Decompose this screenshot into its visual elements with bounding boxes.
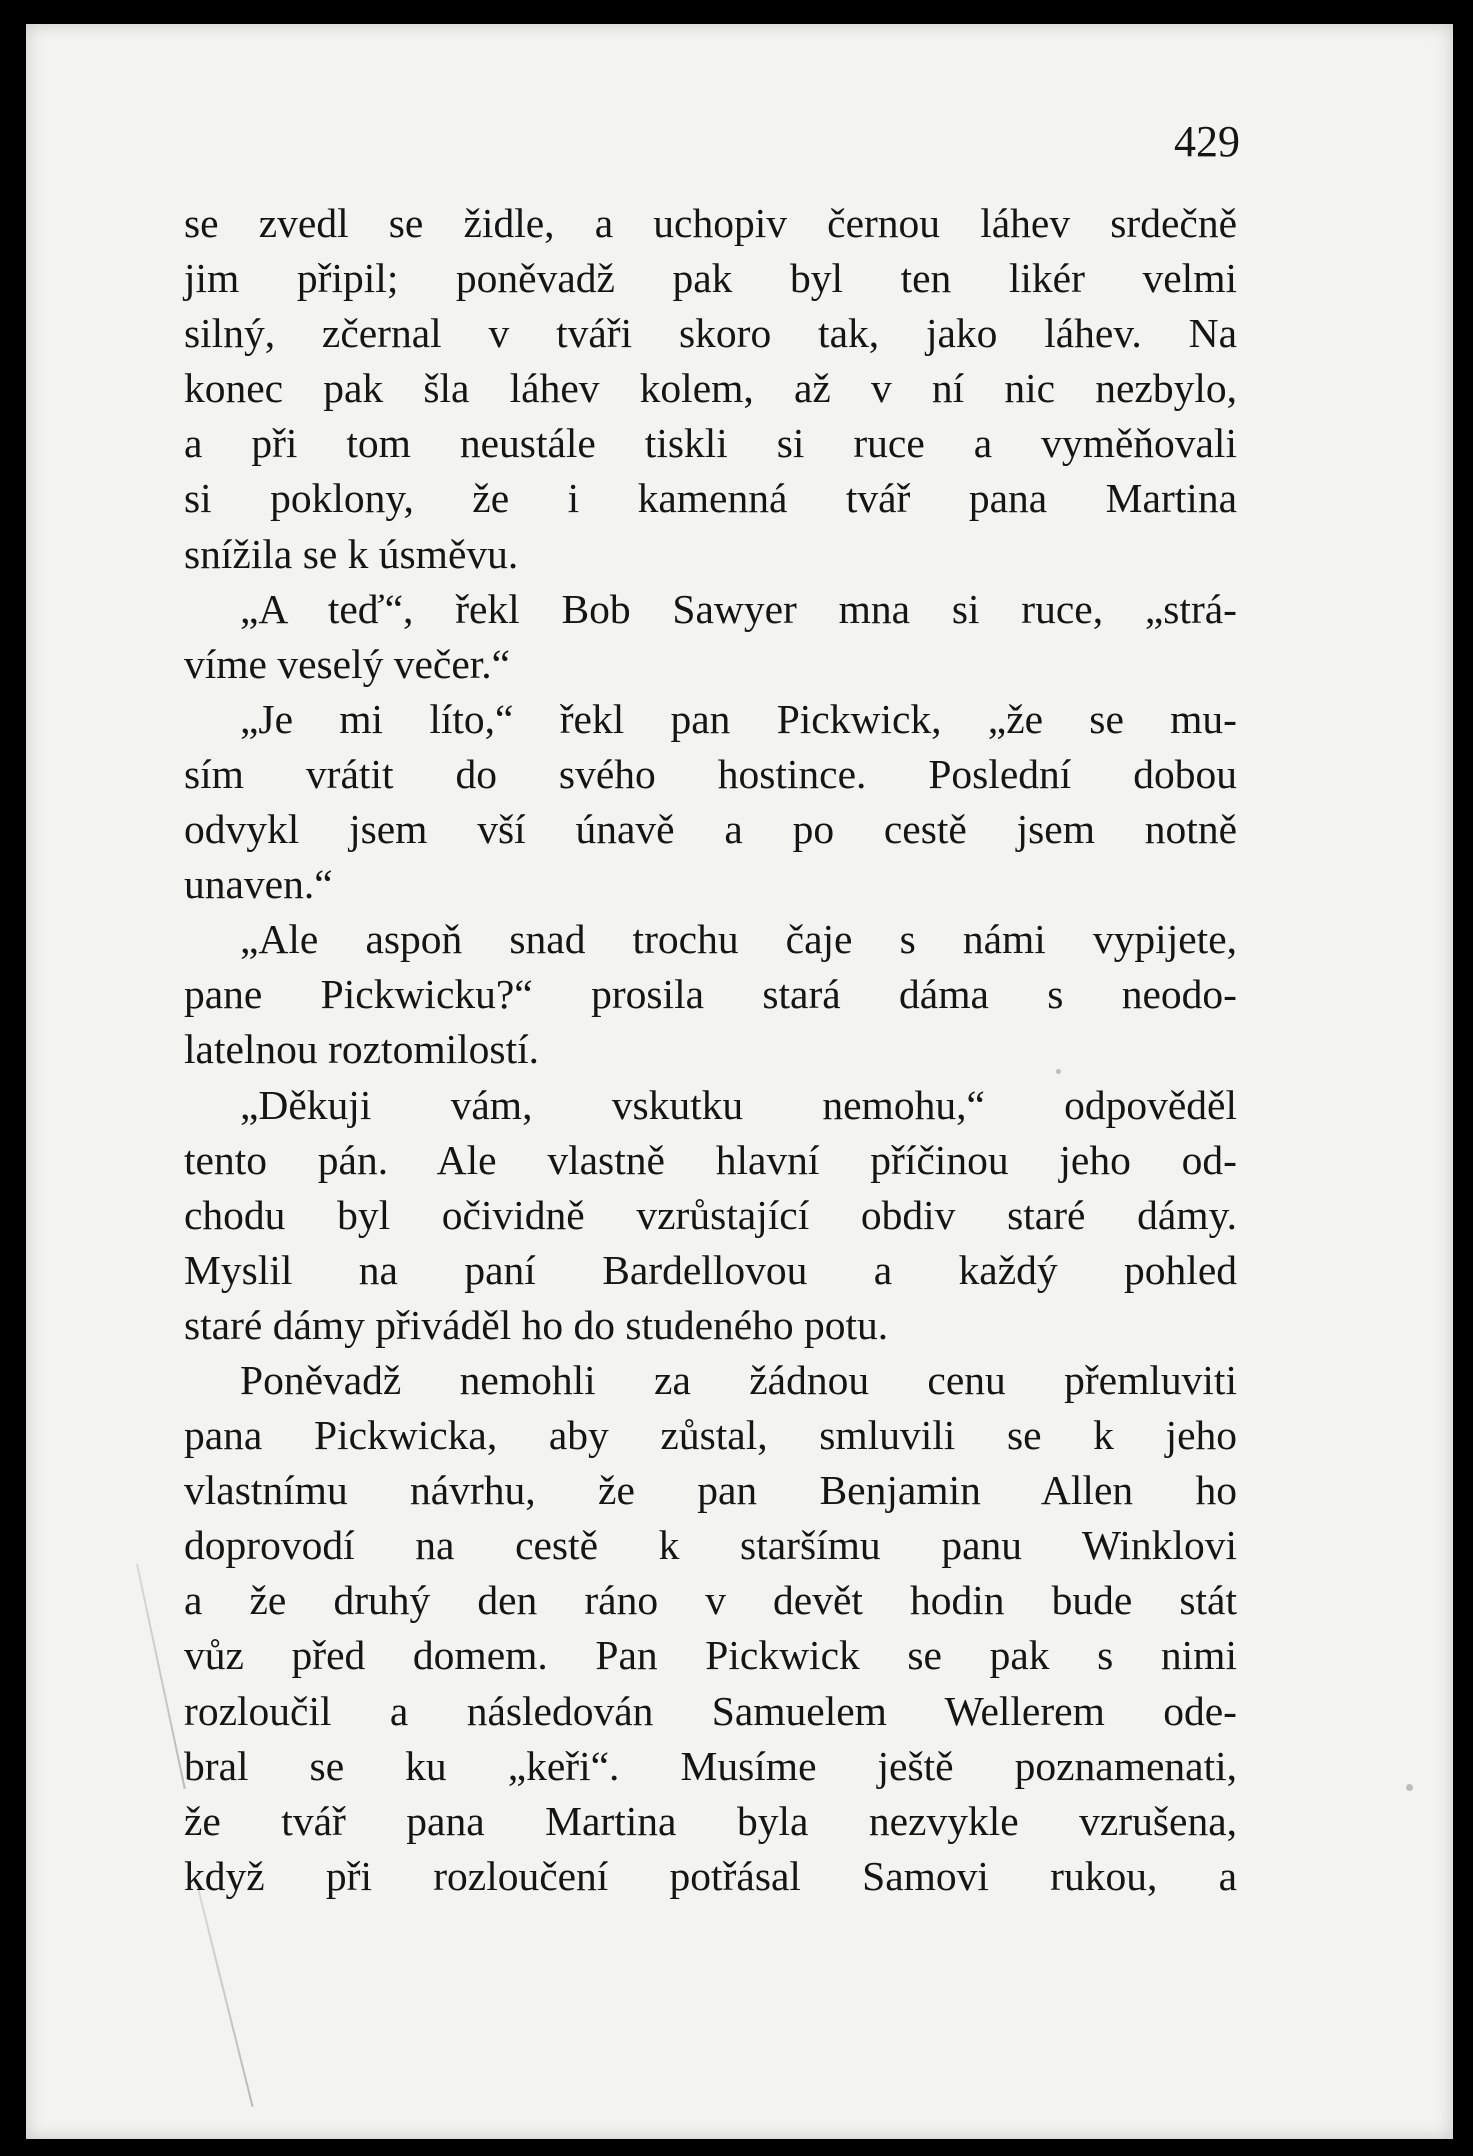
text-line: a při tom neustále tiskli si ruce a vyměňovali [184,420,1237,467]
text-line: pana Pickwicka, aby zůstal, smluvili se k jeho [184,1412,1237,1459]
body-text [184,196,1237,1904]
page-number: 429 [1174,117,1240,166]
text-line: „A teď“, řekl Bob Sawyer mna si ruce, „strá- [240,585,1237,632]
text-line: když při rozloučení potřásal Samovi rukou, a [184,1852,1237,1899]
text-line: vůz před domem. Pan Pickwick se pak s nimi [184,1632,1237,1679]
text-line: se zvedl se židle, a uchopiv černou láhev srdečně [184,200,1237,246]
text-line: snížila se k úsměvu. [184,530,519,577]
text-line: doprovodí na cestě k staršímu panu Winklovi [184,1522,1237,1569]
text-line: vlastnímu návrhu, že pan Benjamin Allen ho [184,1467,1237,1514]
paper-speck [1406,1784,1413,1791]
text-line: že tvář pana Martina byla nezvykle vzrušena, [184,1797,1237,1844]
text-line: rozloučil a následován Samuelem Wellerem ode- [184,1687,1237,1734]
text-line: Myslil na paní Bardellovou a každý pohled [184,1246,1237,1293]
text-line: bral se ku „keři“. Musíme ještě poznamenati, [184,1742,1237,1789]
text-line: latelnou roztomilostí. [184,1026,539,1073]
text-line: „Ale aspoň snad trochu čaje s námi vypijete, [240,916,1237,963]
text-line: si poklony, že i kamenná tvář pana Martina [184,475,1237,522]
text-line: chodu byl očividně vzrůstající obdiv staré dámy. [184,1191,1237,1238]
text-line: pane Pickwicku?“ prosila stará dáma s neodo- [184,971,1237,1018]
text-line: víme veselý večer.“ [184,640,511,687]
text-line: konec pak šla láhev kolem, až v ní nic nezbylo, [184,365,1237,412]
text-line: sím vrátit do svého hostince. Poslední dobou [184,750,1237,797]
text-line: jim připil; poněvadž pak byl ten likér velmi [184,255,1237,302]
paper-scratch-mark [196,1884,254,2108]
text-line: silný, zčernal v tváři skoro tak, jako láhev. Na [184,310,1237,357]
paper-scratch-mark [136,1564,186,1789]
text-line: a že druhý den ráno v devět hodin bude stát [184,1577,1237,1624]
text-line: tento pán. Ale vlastně hlavní příčinou jeho od- [184,1136,1237,1183]
text-line: „Děkuji vám, vskutku nemohu,“ odpověděl [240,1081,1237,1128]
text-line: odvykl jsem vší únavě a po cestě jsem notně [184,806,1237,853]
text-line: Poněvadž nemohli za žádnou cenu přemluviti [240,1356,1237,1403]
text-line: „Je mi líto,“ řekl pan Pickwick, „že se mu- [240,695,1237,742]
text-line: unaven.“ [184,861,333,908]
text-line: staré dámy přiváděl ho do studeného potu. [184,1301,889,1348]
